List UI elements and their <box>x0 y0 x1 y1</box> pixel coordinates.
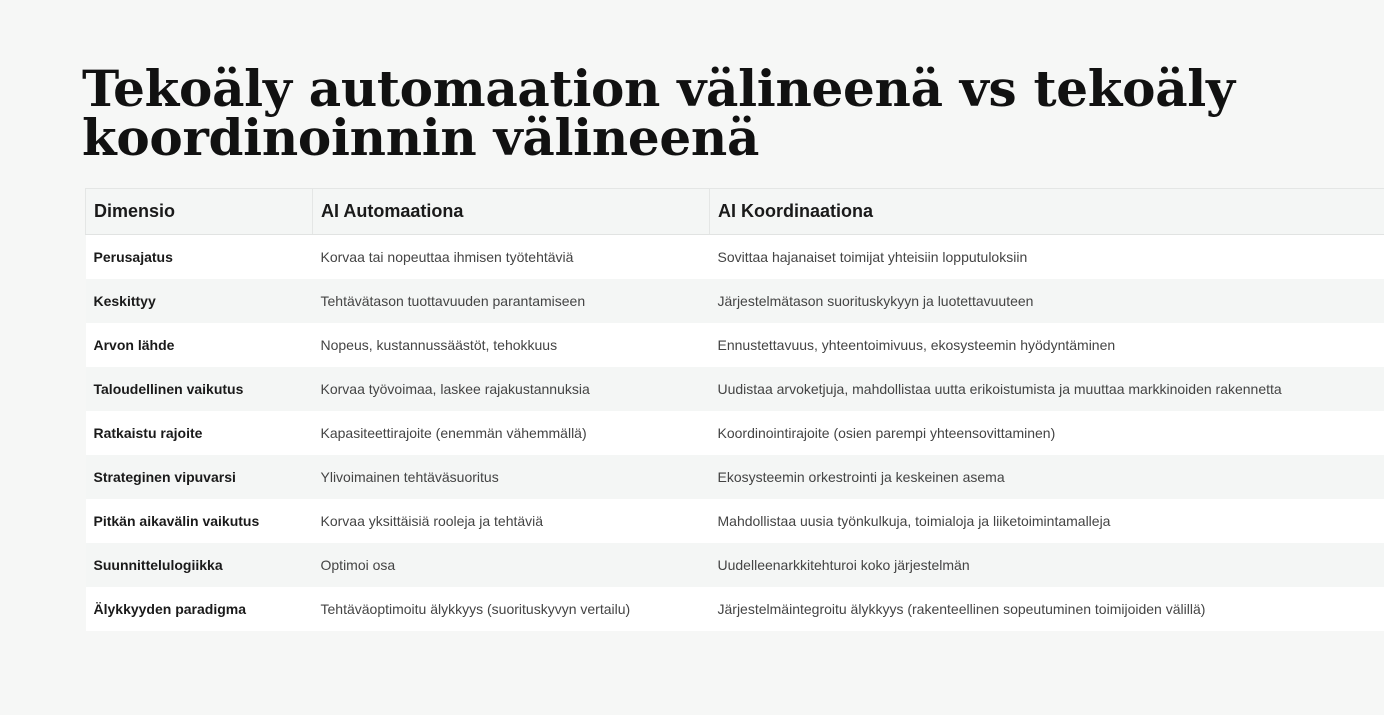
row-dimension: Strateginen vipuvarsi <box>86 455 313 499</box>
table-row <box>86 235 1384 280</box>
row-automation: Nopeus, kustannussäästöt, tehokkuus <box>313 323 710 367</box>
table-row <box>86 499 1384 543</box>
row-automation: Tehtävätason tuottavuuden parantamiseen <box>313 279 710 323</box>
header-row <box>86 189 1384 235</box>
row-automation: Kapasiteettirajoite (enemmän vähemmällä) <box>313 411 710 455</box>
row-coordination: Ennustettavuus, yhteentoimivuus, ekosysteemin hyödyntäminen <box>710 323 1384 367</box>
table-row <box>86 455 1384 499</box>
row-coordination: Ekosysteemin orkestrointi ja keskeinen asema <box>710 455 1384 499</box>
table-row <box>86 411 1384 455</box>
table-row <box>86 367 1384 411</box>
row-coordination: Sovittaa hajanaiset toimijat yhteisiin lopputuloksiin <box>710 235 1384 280</box>
row-automation: Tehtäväoptimoitu älykkyys (suorituskyvyn vertailu) <box>313 587 710 631</box>
row-dimension: Taloudellinen vaikutus <box>86 367 313 411</box>
row-coordination: Järjestelmäintegroitu älykkyys (rakenteellinen sopeutuminen toimijoiden välillä) <box>710 587 1384 631</box>
row-coordination: Uudelleenarkkitehturoi koko järjestelmän <box>710 543 1384 587</box>
row-dimension: Älykkyyden paradigma <box>86 587 313 631</box>
row-automation: Korvaa tai nopeuttaa ihmisen työtehtäviä <box>313 235 710 280</box>
column-header-automation: AI Automaationa <box>313 189 710 235</box>
page-title: Tekoäly automaation välineenä vs tekoäly koordinoinnin välineenä <box>82 59 1235 167</box>
comparison-table-container <box>85 188 1384 631</box>
row-automation: Ylivoimainen tehtäväsuoritus <box>313 455 710 499</box>
row-coordination: Järjestelmätason suorituskykyyn ja luotettavuuteen <box>710 279 1384 323</box>
row-coordination: Mahdollistaa uusia työnkulkuja, toimialoja ja liiketoimintamalleja <box>710 499 1384 543</box>
table-row <box>86 543 1384 587</box>
column-header-dimension: Dimensio <box>86 189 313 235</box>
column-header-coordination: AI Koordinaationa <box>710 189 1384 235</box>
row-dimension: Keskittyy <box>86 279 313 323</box>
table-row <box>86 279 1384 323</box>
row-automation: Optimoi osa <box>313 543 710 587</box>
table-body <box>86 235 1384 632</box>
row-dimension: Suunnittelulogiikka <box>86 543 313 587</box>
row-automation: Korvaa yksittäisiä rooleja ja tehtäviä <box>313 499 710 543</box>
row-dimension: Pitkän aikavälin vaikutus <box>86 499 313 543</box>
row-coordination: Koordinointirajoite (osien parempi yhteensovittaminen) <box>710 411 1384 455</box>
row-dimension: Arvon lähde <box>86 323 313 367</box>
row-automation: Korvaa työvoimaa, laskee rajakustannuksia <box>313 367 710 411</box>
row-dimension: Ratkaistu rajoite <box>86 411 313 455</box>
table-row <box>86 587 1384 631</box>
table-row <box>86 323 1384 367</box>
row-dimension: Perusajatus <box>86 235 313 280</box>
table-header <box>86 189 1384 235</box>
row-coordination: Uudistaa arvoketjuja, mahdollistaa uutta erikoistumista ja muuttaa markkinoiden rakennetta <box>710 367 1384 411</box>
comparison-table <box>85 188 1384 631</box>
